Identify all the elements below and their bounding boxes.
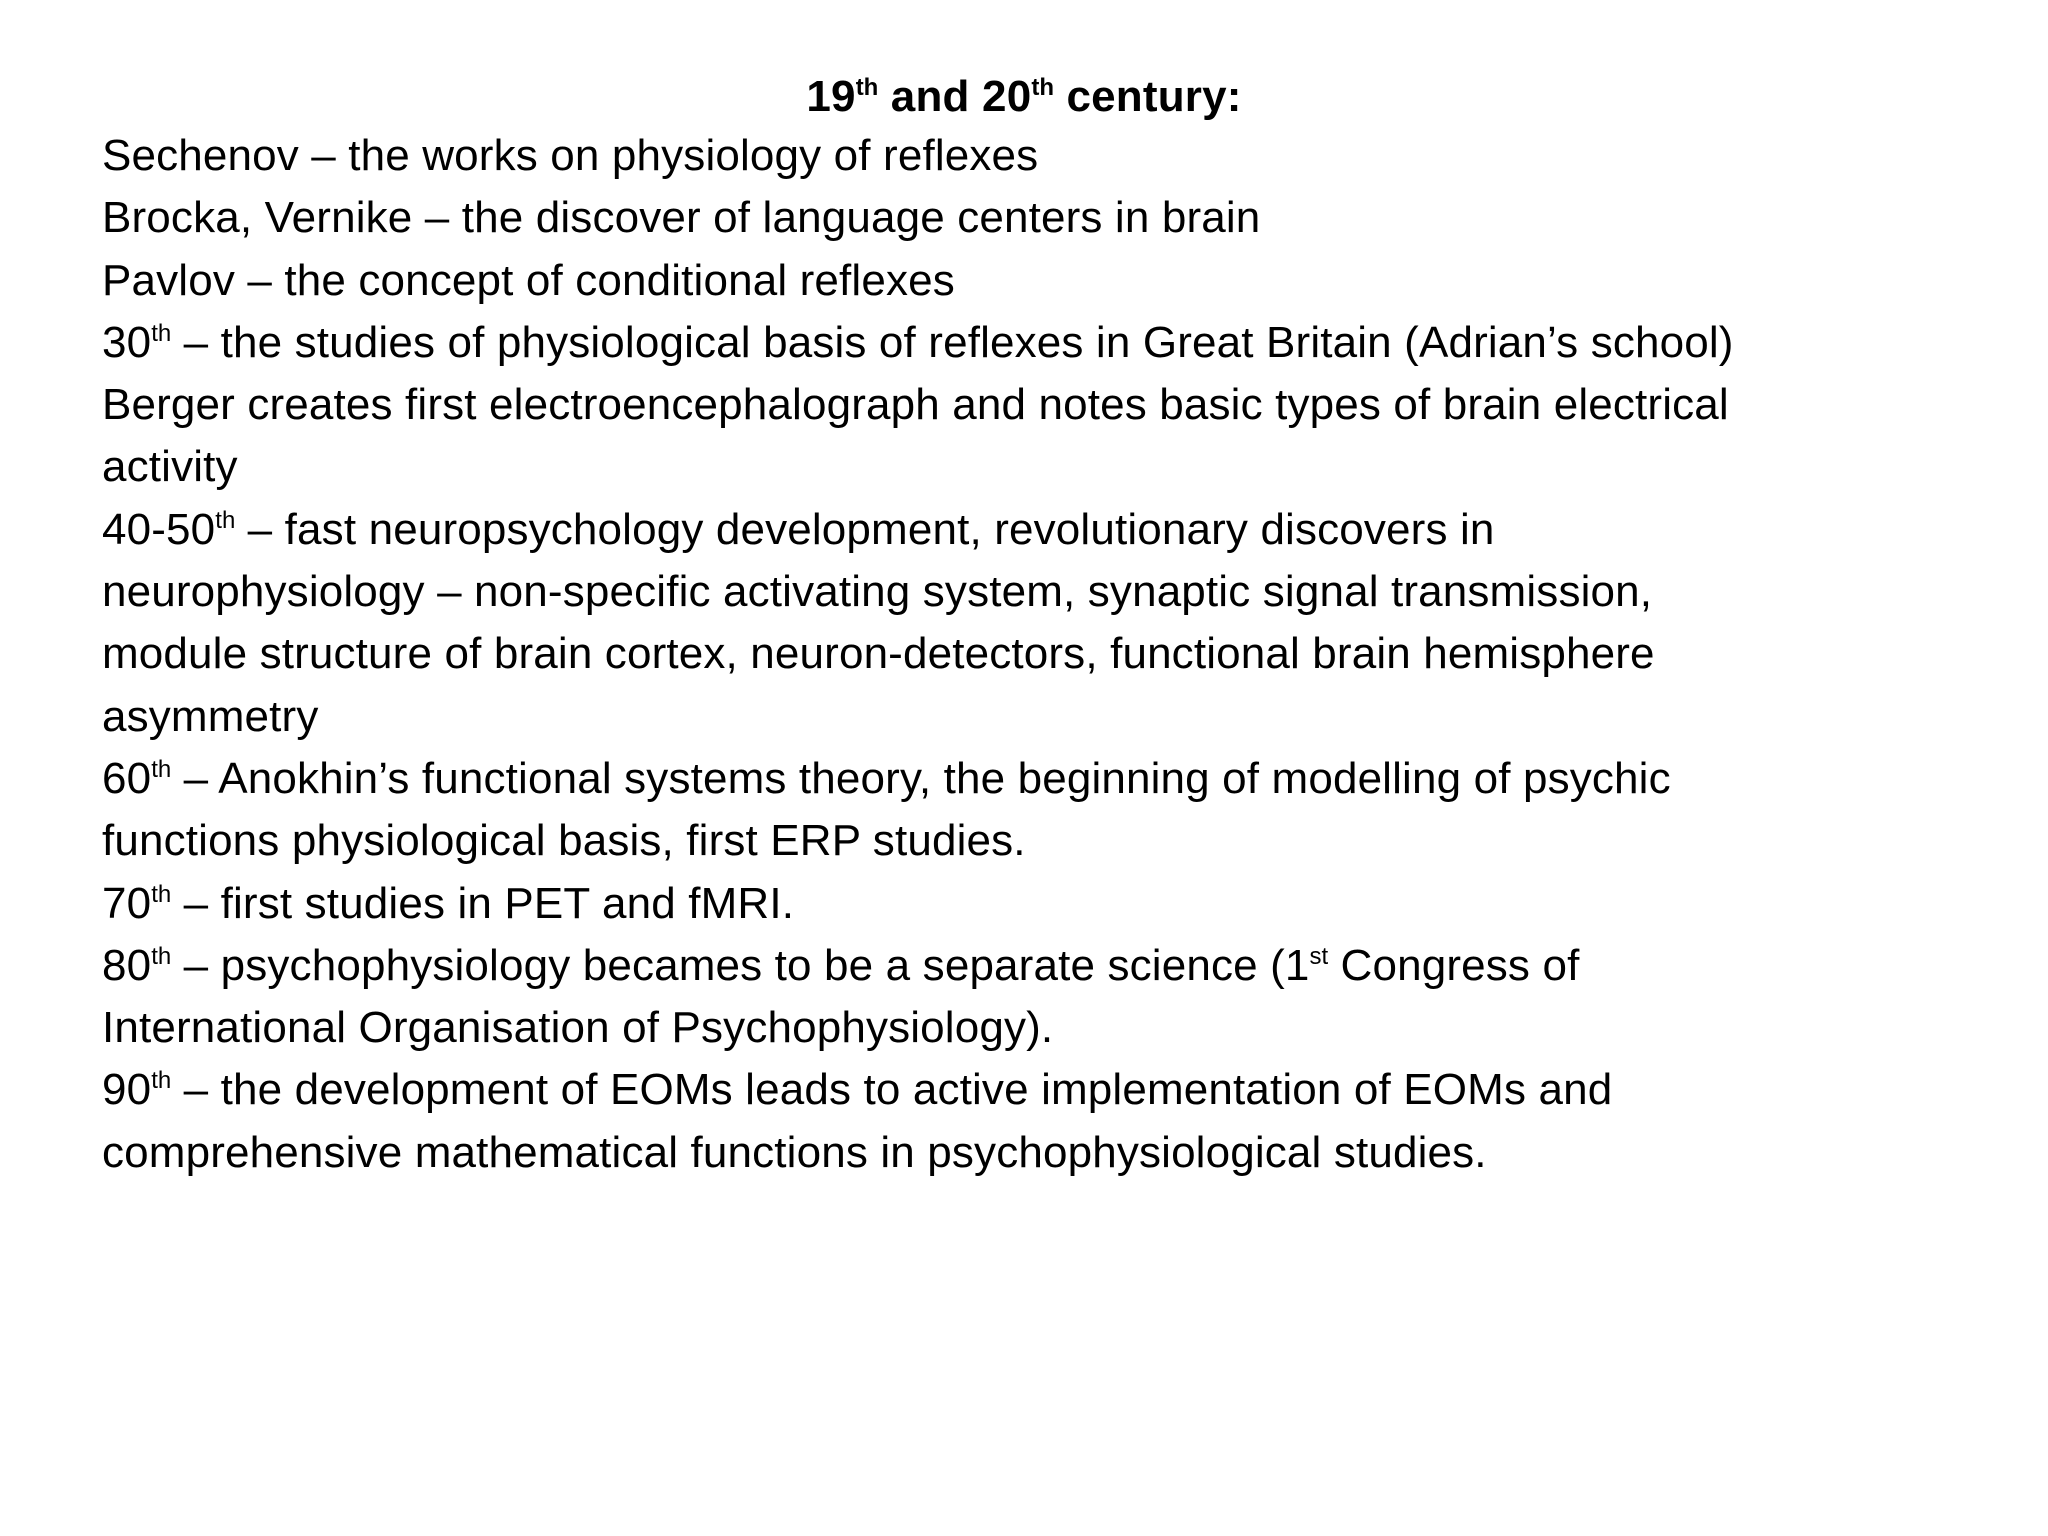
decade-superscript: th <box>151 942 172 970</box>
decade-superscript: th <box>151 880 172 908</box>
line-text: International Organisation of Psychophysiology). <box>102 1003 1054 1053</box>
decade-label: 70 <box>102 878 152 928</box>
ordinal-superscript: st <box>1309 942 1329 970</box>
slide-body <box>102 125 1982 1184</box>
decade-superscript: th <box>151 1067 172 1095</box>
decade-label: 30 <box>102 317 152 367</box>
title-middle-superscript: th <box>1031 74 1055 101</box>
line-text: asymmetry <box>102 691 319 741</box>
decade-label: 60 <box>102 753 152 803</box>
body-line <box>102 250 1982 312</box>
body-line <box>102 125 1982 187</box>
body-line <box>102 312 1982 374</box>
body-line <box>102 561 1982 623</box>
body-line <box>102 1122 1982 1184</box>
decade-superscript: th <box>215 506 236 534</box>
body-line <box>102 499 1982 561</box>
line-text: – first studies in PET and fMRI. <box>171 878 795 928</box>
body-line <box>102 810 1982 872</box>
line-text: Sechenov – the works on physiology of reflexes <box>102 131 1039 180</box>
line-text: – psychophysiology becames to be a separate science (1 <box>171 940 1310 990</box>
body-line <box>102 374 1982 436</box>
title-prefix-superscript: th <box>855 74 879 101</box>
line-text: comprehensive mathematical functions in psychophysiological studies. <box>102 1127 1487 1177</box>
body-line <box>102 935 1982 997</box>
title-prefix: 19 <box>806 72 856 121</box>
line-text: Congress of <box>1328 940 1580 990</box>
line-text: neurophysiology – non-specific activating system, synaptic signal transmission, <box>102 567 1653 617</box>
line-text: module structure of brain cortex, neuron-detectors, functional brain hemisphere <box>102 629 1655 679</box>
line-text: Brocka, Vernike – the discover of language centers in brain <box>102 193 1261 243</box>
body-line <box>102 748 1982 810</box>
line-text: Berger creates first electroencephalograph and notes basic types of brain electrical <box>102 380 1729 430</box>
body-line <box>102 686 1982 748</box>
line-text: – the studies of physiological basis of reflexes in Great Britain (Adrian’s school) <box>171 317 1734 367</box>
body-line <box>102 873 1982 935</box>
title-suffix: century: <box>1054 72 1242 121</box>
decade-label: 40-50 <box>102 504 216 554</box>
body-line <box>102 623 1982 685</box>
decade-superscript: th <box>151 319 172 347</box>
body-line <box>102 187 1982 249</box>
line-text: activity <box>102 442 238 492</box>
line-text: – fast neuropsychology development, revolutionary discovers in <box>235 504 1495 554</box>
decade-superscript: th <box>151 755 172 783</box>
body-line <box>102 997 1982 1059</box>
decade-label: 80 <box>102 940 152 990</box>
slide-title <box>0 66 2048 128</box>
title-middle: and 20 <box>878 72 1032 121</box>
body-line <box>102 1059 1982 1121</box>
line-text: Pavlov – the concept of conditional reflexes <box>102 255 955 305</box>
decade-label: 90 <box>102 1065 152 1115</box>
line-text: – the development of EOMs leads to active implementation of EOMs and <box>171 1065 1613 1115</box>
line-text: – Anokhin’s functional systems theory, the beginning of modelling of psychic <box>171 753 1671 803</box>
line-text: functions physiological basis, first ERP studies. <box>102 816 1026 866</box>
body-line <box>102 436 1982 498</box>
